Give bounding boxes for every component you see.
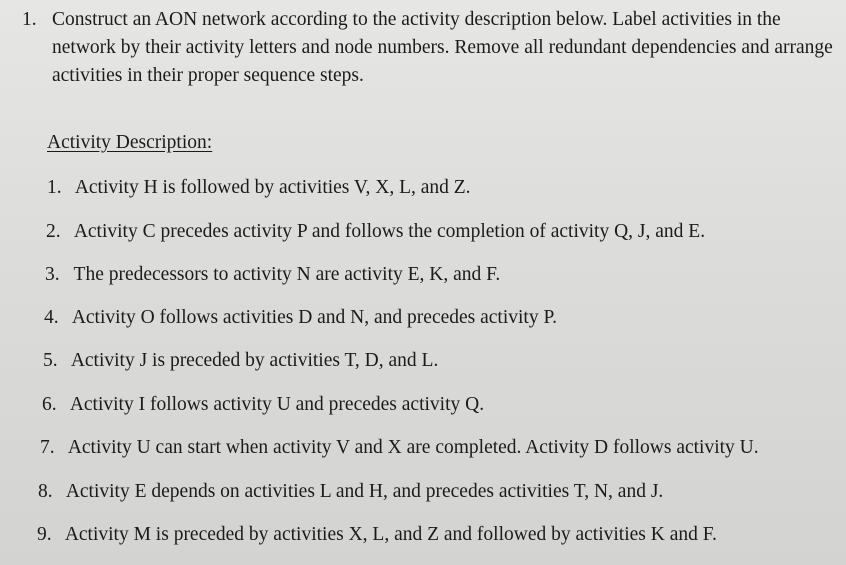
list-item-number: 8. <box>38 481 53 502</box>
list-item-number: 4. <box>44 307 59 328</box>
list-item-text: Activity M is preceded by activities X, L, and Z and followed by activities K and F. <box>64 524 717 545</box>
section-heading: Activity Description: <box>47 132 213 153</box>
list-item-text: Activity I follows activity U and precedes activity Q. <box>69 394 485 415</box>
list-item-text: Activity C precedes activity P and follows the completion of activity Q, J, and E. <box>73 221 706 242</box>
list-item-text: Activity E depends on activities L and H, and precedes activities T, N, and J. <box>65 481 664 502</box>
list-item-number: 1. <box>47 177 62 198</box>
list-item <box>46 221 705 243</box>
list-item <box>42 394 484 416</box>
list-item <box>38 481 663 503</box>
question-number: 1. <box>22 9 37 30</box>
list-item-number: 9. <box>37 524 52 545</box>
list-item-number: 3. <box>45 264 60 285</box>
list-item-number: 7. <box>40 437 55 458</box>
list-item <box>40 437 759 459</box>
list-item-number: 6. <box>42 394 57 415</box>
list-item-number: 2. <box>46 221 61 242</box>
list-item-text: Activity H is followed by activities V, X, L, and Z. <box>74 177 471 198</box>
list-item <box>37 524 717 546</box>
list-item-number: 5. <box>43 350 58 371</box>
list-item <box>45 264 500 286</box>
list-item <box>47 177 471 199</box>
question-text: Construct an AON network according to the activity description below. Label activities in the network by their activity letters and node numbers. Remove all redundant dependencies and arrange activities in their proper sequence steps. <box>52 9 833 86</box>
list-item <box>44 307 557 329</box>
list-item-text: Activity O follows activities D and N, and precedes activity P. <box>71 307 558 328</box>
list-item-text: Activity J is preceded by activities T, D, and L. <box>70 350 439 371</box>
list-item-text: Activity U can start when activity V and X are completed. Activity D follows activity U. <box>67 437 759 458</box>
list-item-text: The predecessors to activity N are activity E, K, and F. <box>73 264 501 285</box>
list-item <box>43 350 438 372</box>
